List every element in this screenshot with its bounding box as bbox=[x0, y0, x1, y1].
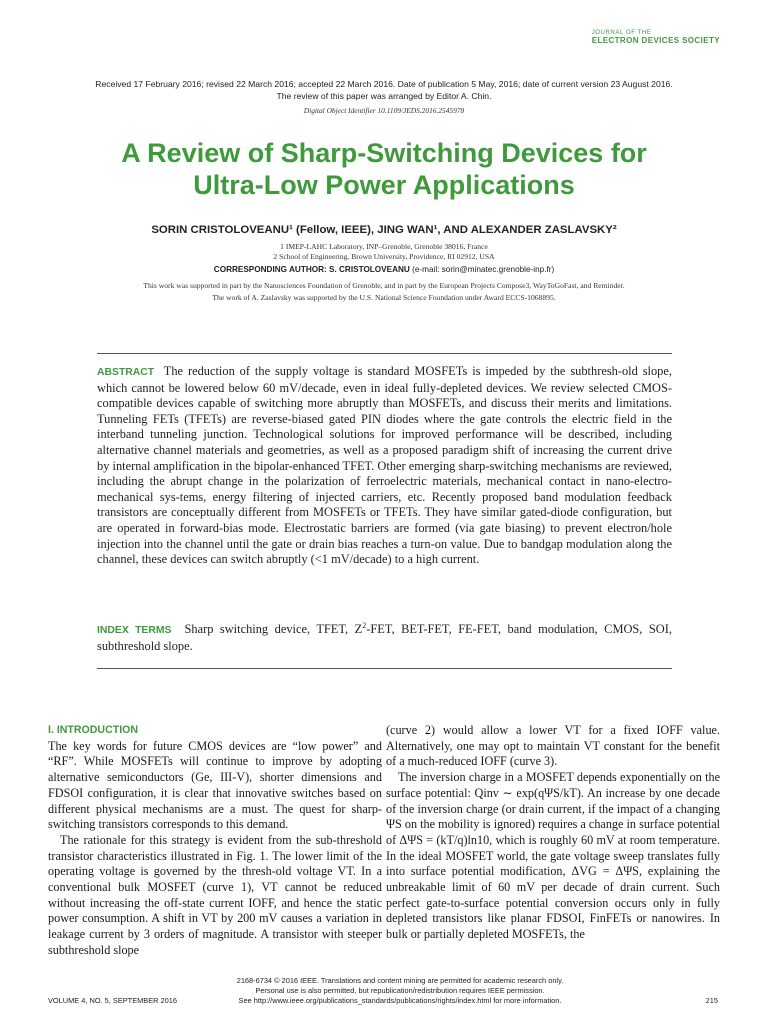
abstract-bottom-rule bbox=[97, 668, 672, 669]
funding-line2: The work of A. Zaslavsky was supported by the U.S. National Science Foundation under Award ECCS-1068895. bbox=[212, 293, 556, 302]
corresponding-author bbox=[48, 265, 720, 274]
index-terms bbox=[97, 618, 672, 654]
volume-info: VOLUME 4, NO. 5, SEPTEMBER 2016 bbox=[48, 996, 177, 1005]
dates-line: Received 17 February 2016; revised 22 March 2016; accepted 22 March 2016. Date of publication 5 May, 2016; date of current version 23 August 2016. bbox=[95, 79, 673, 89]
authors: SORIN CRISTOLOVEANU¹ (Fellow, IEEE), JING WAN¹, AND ALEXANDER ZASLAVSKY² bbox=[151, 224, 617, 236]
intro-paragraph-1: The key words for future CMOS devices are “low power” and “RF”. While MOSFETs will continue to improve by adopting alternative semiconductors (Ge, III-V), shorter dimensions and FDSOI configuration, it is clear that innovative switches based on different physical mechanisms are a must. The quest for sharp-switching transistors corresponds to this demand. bbox=[48, 738, 382, 832]
right-column bbox=[386, 723, 720, 943]
affiliations bbox=[48, 242, 720, 262]
publication-dates bbox=[48, 78, 720, 102]
funding-line1: This work was supported in part by the Nanosciences Foundation of Grenoble, and in part by the European Projects Compose3, WayToGoFast, and Reminder. bbox=[143, 281, 625, 290]
index-terms-post: -FET, BET-FET, FE-FET, band modulation, CMOS, SOI, subthreshold slope. bbox=[97, 622, 672, 653]
journal-logo-line2: ELECTRON DEVICES SOCIETY bbox=[591, 36, 720, 45]
intro-paragraph-4: The inversion charge in a MOSFET depends exponentially on the surface potential: Qinv ∼ exp(qΨS/kT). An increase by one decade of the inversion charge (or drain current, if the impact of a changing ΨS on the mobility is ignored) requires a change in surface potential of ΔΨS = (kT/q)ln10, which is roughly 60 mV at room temperature. In the ideal MOSFET world, the gate voltage sweep translates fully into surface potential modification, ΔVG = ΔΨS, explaining the unbreakable limit of 60 mV per decade of drain current. Such perfect gate-to-surface potential conversion occurs only in fully depleted transistors like planar FDSOI, FinFETs or nanowires. In bulk or partially depleted MOSFETs, the bbox=[386, 770, 720, 942]
editor-line: The review of this paper was arranged by Editor A. Chin. bbox=[276, 91, 492, 101]
corresponding-label: CORRESPONDING AUTHOR: S. CRISTOLOVEANU bbox=[213, 265, 410, 274]
abstract-top-rule bbox=[97, 353, 672, 354]
section-heading-introduction: I. INTRODUCTION bbox=[48, 724, 139, 736]
doi: Digital Object Identifier 10.1109/JEDS.2016.2545978 bbox=[303, 106, 465, 115]
index-terms-pre: Sharp switching device, TFET, Z bbox=[184, 622, 363, 637]
left-column bbox=[48, 723, 382, 959]
page-number: 215 bbox=[705, 996, 718, 1005]
copyright-line1: 2168-6734 © 2016 IEEE. Translations and content mining are permitted for academic research only. bbox=[236, 976, 564, 985]
copyright-line2: Personal use is also permitted, but republication/redistribution requires IEEE permission. bbox=[255, 986, 545, 996]
funding-note bbox=[90, 280, 678, 304]
abstract-text: The reduction of the supply voltage is standard MOSFETs is impeded by the subthresh-old slope, which cannot be lowered below 60 mV/decade, even in ideal fully-depleted devices. We review selected CMOS-compatible devices capable of switching more abruptly than MOSFETs, and discuss their merits and limitations. Tunneling FETs (TFETs) are reverse-biased gated PIN diodes where the gate controls the electric field in the interband tunneling junction. Technological solutions for improved performance will be described, including alternative channel materials and geometries, as well as a proposed paradigm shift of increasing the current drive by internal amplification in the bipolar-enhanced TFET. Other emerging sharp-switching mechanisms are reviewed, including the abrupt change in the polarization of ferroelectric materials, mechanical contact in nano-electro-mechanical sys-tems, energy filtering of injected carriers, etc. Recently proposed band modulation feedback transistors are conceptually different from MOSFETs or TFETs. They have similar gated-diode configuration, but are operated in forward-bias mode. Electrostatic barriers are formed (via gate biasing) to prevent electron/hole injection into the channel until the gate or drain bias reaches a turn-on value. Due to bandgap modulation along the channel, these devices can switch abruptly (<1 mV/decade) to a high current. bbox=[97, 364, 672, 567]
index-terms-sup: 2 bbox=[362, 621, 367, 630]
affiliation-2: 2 School of Engineering, Brown University, Providence, RI 02912, USA bbox=[273, 252, 495, 261]
intro-paragraph-3: (curve 2) would allow a lower VT for a fixed IOFF value. Alternatively, one may opt to maintain VT constant for the benefit of a much-reduced IOFF (curve 3). bbox=[386, 723, 720, 769]
abstract bbox=[97, 364, 672, 568]
index-terms-label: INDEX TERMS bbox=[97, 625, 172, 637]
corresponding-email: (e-mail: sorin@minatec.grenoble-inp.fr) bbox=[409, 265, 555, 274]
paper-title bbox=[48, 137, 720, 201]
title-line2: Ultra-Low Power Applications bbox=[193, 170, 575, 200]
copyright-notice bbox=[190, 976, 610, 1007]
intro-paragraph-2: The rationale for this strategy is evident from the sub-threshold transistor characteristics illustrated in Fig. 1. The lower limit of the operating voltage is governed by the thresh-old voltage VT. In a conventional bulk MOSFET (curve 1), VT cannot be reduced without increasing the off-state current IOFF, and hence the static power consumption. A shift in VT by 200 mV causes a variation in leakage current by 3 orders of magnitude. A transistor with steeper subthreshold slope bbox=[48, 832, 382, 957]
affiliation-1: 1 IMEP-LAHC Laboratory, INP–Grenoble, Grenoble 38016, France bbox=[280, 242, 488, 251]
title-line1: A Review of Sharp-Switching Devices for bbox=[121, 138, 647, 168]
copyright-line3: See http://www.ieee.org/publications_standards/publications/rights/index.html for more information. bbox=[238, 996, 562, 1006]
abstract-label: ABSTRACT bbox=[97, 367, 155, 378]
journal-logo-line1: JOURNAL OF THE bbox=[591, 30, 652, 36]
journal-logo bbox=[592, 30, 720, 45]
